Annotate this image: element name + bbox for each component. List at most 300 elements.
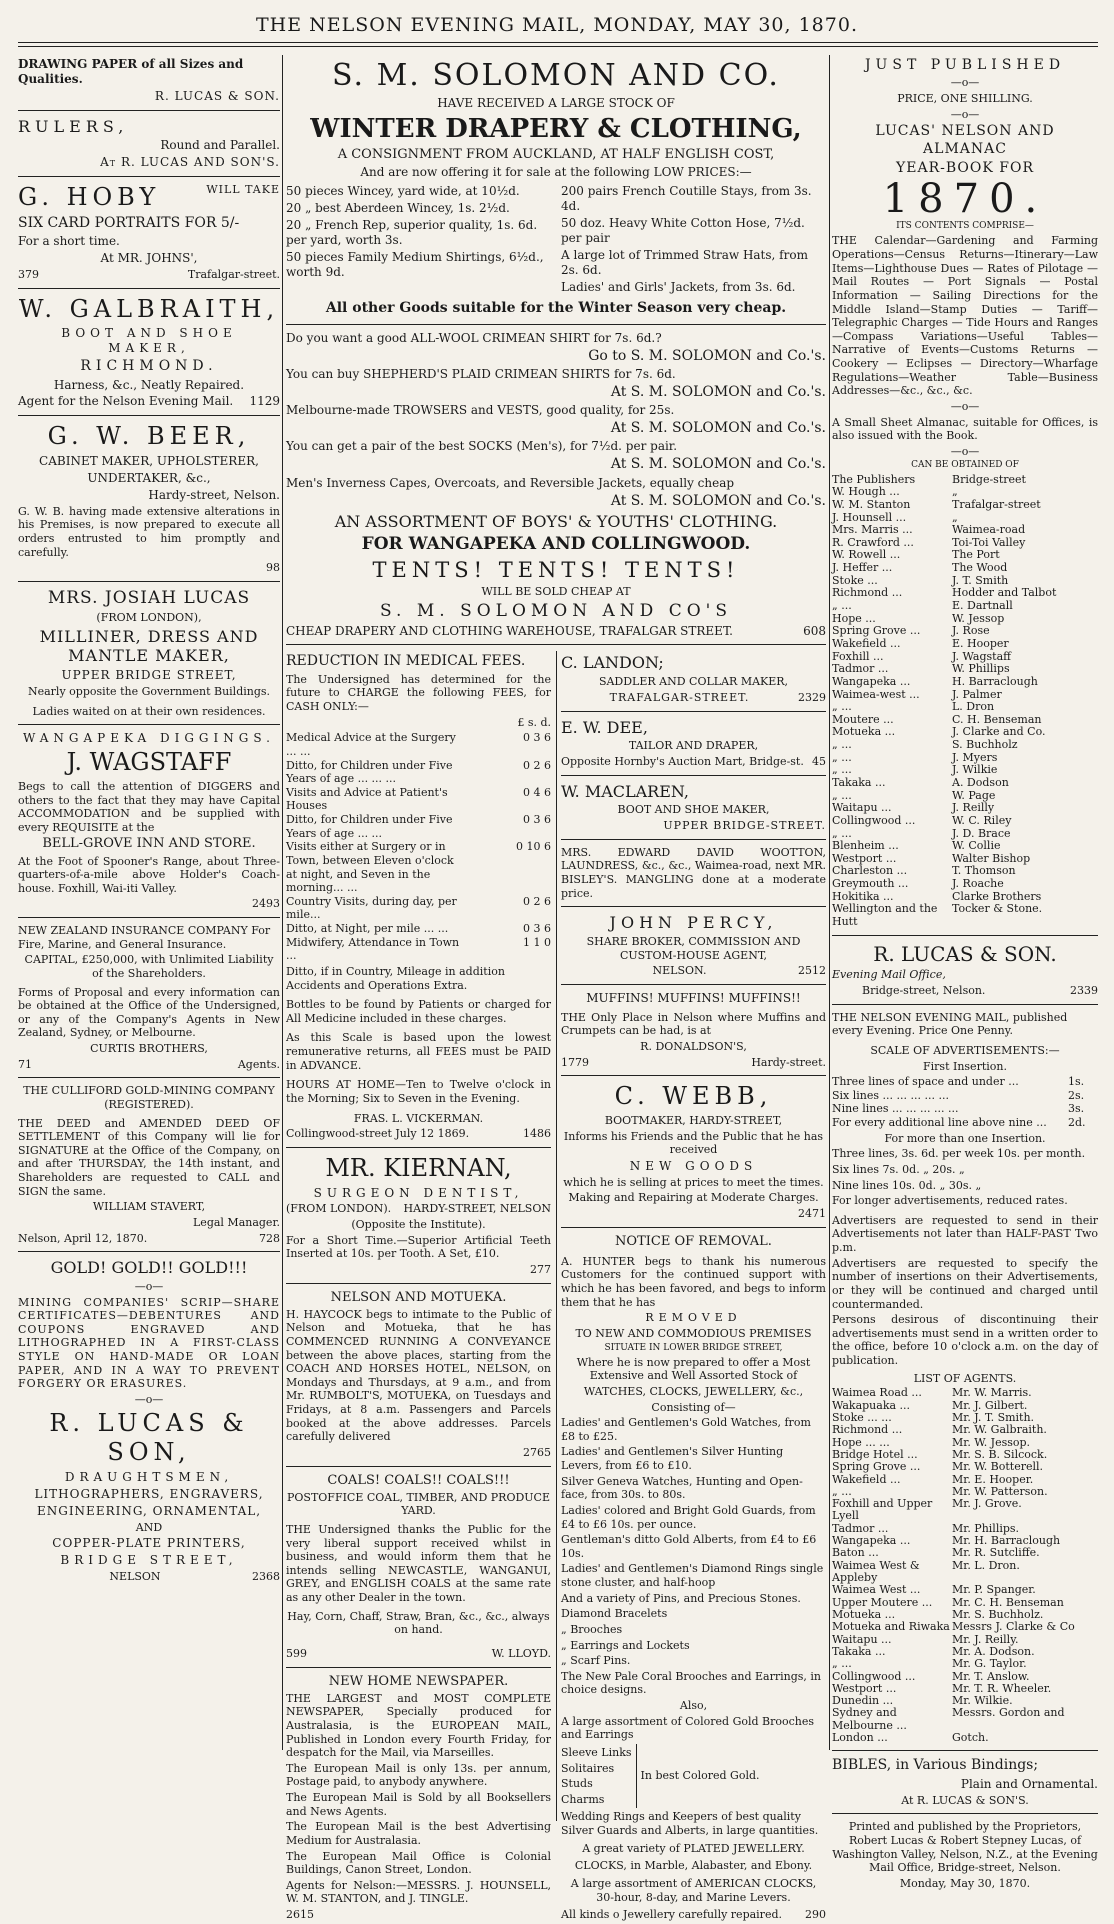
agent-name: Mr. G. Taylor.: [952, 1657, 1027, 1671]
divider: [561, 984, 826, 985]
ad-body: MINING COMPANIES' SCRIP—SHARE CERTIFICATES—DEBENTURES AND COUPONS ENGRAVED AND LITHOGRAPHED IN A FIRST-CLASS STYLE ON HAND-MADE OR LOAN PAPER, AND IN A WAY TO PREVENT FORGERY OR ERASURES.: [18, 1295, 280, 1391]
ad-text: PRICE, ONE SHILLING.: [897, 91, 1033, 105]
ad-title: W. GALBRAITH,: [18, 294, 280, 323]
agent-place: Takaka ...: [832, 1644, 886, 1658]
agent-name: Gotch.: [952, 1731, 989, 1745]
almanac-agents: [832, 474, 1098, 929]
divider: [561, 775, 826, 776]
ad-title: THE NELSON EVENING MAIL, published every Evening. Price One Penny.: [832, 1010, 1068, 1038]
agent-name: J. Wagstaff: [952, 649, 1011, 663]
fee-label: Visits and Advice at Patient's Houses: [286, 785, 448, 813]
agent-place: Motueka and Riwaka: [832, 1620, 950, 1634]
ad-line: At S. M. SOLOMON and Co.'s.: [610, 492, 826, 509]
ad-text: (FROM LONDON),: [96, 610, 202, 624]
ad-text: DRAWING PAPER of all Sizes and Qualities.: [18, 57, 244, 86]
ad-text: WILL TAKE: [206, 183, 280, 197]
agent-place: Hope ...: [832, 611, 876, 625]
masthead: THE NELSON EVENING MAIL, MONDAY, MAY 30, 1870.: [256, 14, 858, 36]
list-item: The New Pale Coral Brooches and Earrings, in choice designs.: [561, 1669, 821, 1697]
maclaren-ad: [561, 782, 826, 833]
agent-place: „ ...: [832, 788, 852, 802]
ad-headline: TENTS! TENTS! TENTS!: [372, 557, 740, 582]
price-item: 200 pairs French Coutille Stays, from 3s. 4d.: [561, 184, 812, 214]
ad-address: Opposite Hornby's Auction Mart, Bridge-st.: [561, 754, 804, 768]
agent-place: Blenheim ...: [832, 839, 899, 853]
rate-line: Six lines 7s. 0d. „ 20s. „: [832, 1162, 965, 1176]
mrs-lucas-ad: [18, 588, 280, 718]
ad-body: At the Foot of Spooner's Range, about Three-quarters-of-a-mile above Holder's Coach-house. Foxhill, Wai-iti Valley.: [18, 854, 280, 895]
divider: [561, 1227, 826, 1228]
agent-place: „ ...: [832, 599, 852, 613]
ad-title: GOLD! GOLD!! GOLD!!!: [50, 1258, 248, 1278]
agent-place: „ ...: [832, 738, 852, 752]
divider: [561, 906, 826, 907]
medical-fees-ad: [286, 653, 551, 1140]
divider: [18, 176, 280, 177]
agent-place: Charleston ...: [832, 864, 908, 878]
ad-text: WILL BE SOLD CHEAP AT: [481, 584, 631, 598]
agent-place: „ ...: [832, 750, 852, 764]
ad-text: Evening Mail Office,: [832, 968, 946, 982]
ad-text: Agent for the Nelson Evening Mail.: [18, 394, 234, 409]
rate-value: 1s.: [1068, 1075, 1085, 1089]
ad-title: REDUCTION IN MEDICAL FEES.: [286, 653, 526, 670]
agent-place: Foxhill ...: [832, 649, 884, 663]
ad-title: BIBLES, in Various Bindings;: [832, 1757, 1039, 1774]
price-item: 50 pieces Family Medium Shirtings, 6½d., worth 9d.: [286, 249, 544, 279]
ad-title: G. W. BEER,: [47, 422, 251, 451]
ad-text: The European Mail Office is Colonial Buildings, Canon Street, London.: [286, 1849, 551, 1877]
divider: [286, 1466, 551, 1467]
ad-number: 71: [18, 1057, 32, 1071]
ad-text: CABINET MAKER, UPHOLSTERER,: [39, 454, 259, 469]
rate-value: 2s.: [1068, 1088, 1085, 1102]
ad-text: Agents for Nelson:—MESSRS. J. HOUNSELL, W. M. STANTON, and J. TINGLE.: [286, 1878, 551, 1906]
ad-line: At S. M. SOLOMON and Co.'s.: [610, 383, 826, 400]
agent-name: Waimea-road: [952, 523, 1026, 537]
agent-name: Messrs. Gordon and: [952, 1706, 1065, 1720]
list-item: „ Earrings and Lockets: [561, 1638, 690, 1652]
ad-title: R. LUCAS & SON.: [873, 941, 1057, 966]
agent-name: „: [952, 510, 958, 524]
column-2-lower: [286, 651, 826, 1922]
divider: [18, 110, 280, 111]
agent-place: Sydney and Melbourne ...: [832, 1706, 907, 1732]
ad-text: POSTOFFICE COAL, TIMBER, AND PRODUCE YARD.: [287, 1490, 550, 1518]
culliford-ad: [18, 1084, 280, 1245]
ad-text: NELSON: [109, 1570, 161, 1584]
ad-line: Go to S. M. SOLOMON and Co.'s.: [588, 347, 826, 364]
drawing-paper-ad: [18, 57, 280, 104]
agent-name: Mr. W. Patterson.: [952, 1484, 1048, 1498]
ad-text: Agents.: [237, 1057, 280, 1071]
ad-headline: NEW GOODS: [629, 1158, 758, 1173]
ad-text: Legal Manager.: [193, 1215, 280, 1229]
ad-number: 277: [530, 1262, 551, 1276]
ad-body: The Undersigned has determined for the future to CHARGE the following FEES, for CASH ONLY:—: [286, 672, 551, 714]
ad-text: BOOT AND SHOE MAKER,: [617, 803, 770, 817]
agent-name: J. D. Brace: [952, 826, 1011, 840]
agent-name: J. Myers: [952, 750, 998, 764]
fee-value: 0 4 6: [523, 785, 551, 799]
ad-body: For a Short Time.—Superior Artificial Teeth Inserted at 10s. per Tooth. A Set, £10.: [286, 1233, 551, 1261]
ad-text: For a short time.: [18, 234, 120, 249]
ad-text: At MR. JOHNS',: [100, 251, 198, 266]
ad-headline: LUCAS' NELSON AND ALMANAC: [875, 123, 1055, 157]
divider: [18, 1077, 280, 1078]
ad-text: (Opposite the Institute).: [351, 1218, 486, 1232]
ad-sign: CURTIS BROTHERS,: [90, 1042, 208, 1056]
newspaper-ad: [286, 1674, 551, 1922]
agent-name: The Port: [952, 548, 1000, 562]
ad-headline: J. WAGSTAFF: [66, 748, 232, 777]
ad-number: 2765: [523, 1445, 551, 1459]
agent-name: Toi-Toi Valley: [952, 535, 1026, 549]
divider: [832, 1004, 1098, 1005]
agent-place: Stoke ... ...: [832, 1410, 892, 1424]
percy-ad: [561, 913, 826, 978]
almanac-ad: [832, 57, 1098, 998]
ad-address: TRAFALGAR-STREET.: [609, 690, 750, 704]
column-2-right: [561, 651, 826, 1921]
agent-place: Motueka ...: [832, 1607, 896, 1621]
fee-label: Country Visits, during day, per mile...: [286, 894, 457, 922]
ad-address: Trafalgar-street.: [187, 268, 280, 282]
list-item: Ladies' and Gentlemen's Diamond Rings single stone cluster, and half-hoop: [561, 1562, 824, 1590]
agent-name: Walter Bishop: [952, 851, 1031, 865]
ad-line: Do you want a good ALL-WOOL CRIMEAN SHIRT for 7s. 6d.?: [286, 330, 662, 345]
agent-place: W. Hough ...: [832, 485, 900, 499]
ad-headline: LIST OF AGENTS.: [913, 1371, 1017, 1385]
ad-sign: R. LUCAS & SON.: [154, 88, 280, 103]
agent-name: J. T. Smith: [952, 573, 1009, 587]
divider: [561, 839, 826, 840]
divider: [18, 288, 280, 289]
agent-name: T. Thomson: [952, 864, 1016, 878]
ad-number: 2471: [798, 1207, 826, 1221]
list-item: Ladies' and Gentlemen's Silver Hunting Levers, from £6 to £10.: [561, 1445, 784, 1473]
fee-header: £ s. d.: [517, 715, 551, 729]
ad-headline: WATCHES, CLOCKS, JEWELLERY, &c.,: [583, 1384, 804, 1398]
agent-name: J. Rose: [952, 624, 990, 638]
agent-place: Collingwood ...: [832, 1669, 916, 1683]
ad-number: 2615: [286, 1908, 314, 1922]
agent-name: W. Jessop: [952, 611, 1005, 625]
rate-line: Three lines, 3s. 6d. per week 10s. per month.: [832, 1147, 1086, 1161]
agent-name: A. Dodson: [952, 776, 1009, 789]
fee-value: 0 10 6: [516, 840, 551, 854]
price-item: 50 doz. Heavy White Cotton Hose, 7½d. per pair: [561, 216, 805, 245]
agent-place: Baton ...: [832, 1546, 879, 1560]
ad-line: You can buy SHEPHERD'S PLAID CRIMEAN SHIRTS for 7s. 6d.: [286, 367, 676, 381]
ad-body: G. W. B. having made extensive alterations in his Premises, is now prepared to execute all orders entrusted to him promptly and carefully.: [18, 504, 280, 559]
agent-place: Waimea-west ...: [832, 687, 920, 701]
fee-value: 1 1 0: [523, 935, 551, 949]
ad-text: Wedding Rings and Keepers of best quality Silver Guards and Alberts, in large quantities.: [561, 1810, 819, 1838]
agent-name: Bridge-street: [952, 472, 1026, 486]
ad-sign: R. DONALDSON'S,: [640, 1040, 747, 1054]
ad-text: SADDLER AND COLLAR MAKER,: [598, 675, 789, 689]
rate-label: For every additional line above nine ...: [832, 1116, 1047, 1130]
ad-text: BOOTMAKER, HARDY-STREET,: [604, 1114, 783, 1128]
agent-name: Mr. W. Galbraith.: [952, 1423, 1047, 1437]
agent-place: Greymouth ...: [832, 877, 909, 891]
agent-name: Mr. W. Jessop.: [952, 1435, 1031, 1449]
agent-place: Motueka ...: [832, 725, 896, 739]
hoby-ad: [18, 183, 280, 281]
ad-line: Men's Inverness Capes, Overcoats, and Reversible Jackets, equally cheap: [286, 475, 735, 490]
ad-title: MR. KIERNAN,: [325, 1153, 512, 1182]
agent-name: Mr. Phillips.: [952, 1521, 1020, 1535]
ad-number: 2493: [252, 897, 280, 911]
ad-headline: YEAR-BOOK FOR: [896, 159, 1034, 176]
list-item: „ Brooches: [561, 1622, 623, 1636]
agent-place: London ...: [832, 1731, 888, 1745]
rulers-ad: [18, 117, 280, 171]
imprint: [832, 1820, 1098, 1890]
agent-name: Mr. J. Grove.: [952, 1497, 1022, 1511]
ad-text: —o—: [950, 444, 980, 458]
lucas-son-ad: [18, 1409, 280, 1584]
agent-name: J. Roache: [952, 877, 1004, 891]
ad-title: S. M. SOLOMON AND CO.: [332, 58, 780, 93]
ad-text: First Insertion.: [923, 1059, 1007, 1073]
dee-ad: [561, 718, 826, 769]
agent-place: Wangapeka ...: [832, 1534, 911, 1548]
list-item: Solitaires: [561, 1761, 615, 1775]
ad-sign: At R. LUCAS AND SON'S.: [100, 155, 280, 170]
wagstaff-ad: [18, 731, 280, 911]
ad-title: E. W. DEE,: [561, 717, 648, 737]
divider: [18, 1251, 280, 1252]
ad-headline: WINTER DRAPERY & CLOTHING,: [310, 114, 802, 145]
ad-title: G. HOBY: [18, 183, 161, 212]
agent-name: Mr. C. H. Benseman: [952, 1595, 1064, 1609]
ad-address: UPPER BRIDGE-STREET.: [663, 819, 826, 833]
agent-place: J. Heffer ...: [832, 561, 893, 575]
mail-rates-ad: [832, 1011, 1098, 1745]
ad-text: As this Scale is based upon the lowest remunerative returns, all FEES must be PAID in ADVANCE.: [286, 1031, 551, 1072]
ad-title: C. WEBB,: [614, 1082, 773, 1111]
ad-body: THE Only Place in Nelson where Muffins and Crumpets can be had, is at: [561, 1010, 826, 1038]
ad-text: Also,: [679, 1699, 708, 1713]
ad-text: UNDERTAKER, &c.,: [87, 470, 211, 485]
ad-text: For longer advertisements, reduced rates.: [832, 1194, 1068, 1208]
kiernan-ad: [286, 1154, 551, 1277]
agent-name: J. Clarke and Co.: [952, 725, 1046, 739]
agent-place: Waimea Road ...: [832, 1386, 922, 1400]
column-rule-1: [282, 55, 283, 1750]
ad-title: R. LUCAS & SON,: [49, 1408, 249, 1467]
divider: [286, 1667, 551, 1668]
agent-place: R. Crawford ...: [832, 535, 914, 549]
agent-place: Moutere ...: [832, 712, 894, 726]
ad-number: 599: [286, 1646, 307, 1660]
agent-place: Upper Moutere ...: [832, 1595, 933, 1609]
ad-text: Ditto, if in Country, Mileage in addition Accidents and Operations Extra.: [286, 964, 505, 992]
galbraith-ad: [18, 295, 280, 410]
rate-label: Nine lines ... ... ... ... ...: [832, 1102, 959, 1116]
ad-text: SHARE BROKER, COMMISSION AND CUSTOM-HOUSE AGENT,: [586, 935, 801, 962]
agent-name: J. Palmer: [952, 687, 1002, 701]
agent-place: Spring Grove ...: [832, 1460, 921, 1474]
ad-headline: BELL-GROVE INN AND STORE.: [42, 836, 256, 852]
ad-text: A great variety of PLATED JEWELLERY.: [582, 1841, 805, 1855]
column-1: [18, 55, 280, 1750]
divider: [286, 1283, 551, 1284]
ad-text: A large assortment of Colored Gold Brooches and Earrings: [561, 1714, 815, 1742]
fee-table: [286, 731, 551, 963]
ad-text: Informs his Friends and the Public that he has received: [563, 1129, 824, 1157]
agent-place: Wangapeka ...: [832, 674, 911, 688]
price-item: 20 „ best Aberdeen Wincey, 1s. 2½d.: [286, 201, 510, 216]
agent-name: Mr. L. Dron.: [952, 1558, 1020, 1572]
fee-value: 0 3 6: [523, 731, 551, 745]
muffins-ad: [561, 991, 826, 1069]
rate-value: 3s.: [1068, 1102, 1085, 1116]
agent-place: Wakefield ...: [832, 1472, 901, 1486]
divider: [832, 935, 1098, 936]
ad-text: —o—: [950, 76, 980, 90]
rate-label: Three lines of space and under ...: [832, 1075, 1019, 1089]
ad-address: NELSON.: [652, 964, 707, 978]
landon-ad: [561, 653, 826, 704]
agent-name: E. Dartnall: [952, 599, 1013, 613]
ad-address: CHEAP DRAPERY AND CLOTHING WAREHOUSE, TRAFALGAR STREET.: [286, 623, 733, 638]
agent-place: Waitapu ...: [832, 1632, 892, 1646]
ad-title: THE CULLIFORD GOLD-MINING COMPANY (REGISTERED).: [23, 1084, 275, 1111]
agent-name: Mr. S. Buchholz.: [952, 1607, 1044, 1621]
fee-label: Visits either at Surgery or in Town, between Eleven o'clock at night, and Seven in the morning... ...: [286, 840, 454, 895]
agent-name: Hodder and Talbot: [952, 586, 1057, 600]
ad-body: H. HAYCOCK begs to intimate to the Public of Nelson and Motueka, that he has COMMENCED RUNNING A CONVEYANCE between the above places, starting from the COACH AND HORSES HOTEL, NELSON, on Mondays and Thursdays, at 9 a.m., and from Mr. RUMBOLT'S, MOTUEKA, on Tuesdays and Fridays, at 8 a.m. Passengers and Parcels booked at the above addresses. Parcels carefully delivered: [286, 1307, 551, 1444]
ad-text: —o—: [134, 1279, 164, 1293]
ad-number: 2339: [1070, 984, 1098, 998]
ad-title: RULERS,: [18, 116, 129, 136]
fee-value: 0 3 6: [523, 813, 551, 827]
ad-text: A Small Sheet Almanac, suitable for Offices, is also issued with the Book.: [832, 415, 1098, 443]
fee-label: Ditto, for Children under Five Years of age ... ... ...: [286, 758, 453, 786]
agent-name: H. Barraclough: [952, 674, 1038, 688]
column-2-left: [286, 651, 551, 1923]
ad-title: W. MACLAREN,: [561, 781, 689, 801]
agent-name: Mr. J. Reilly.: [952, 1632, 1019, 1646]
ad-headline: AN ASSORTMENT OF BOYS' & YOUTHS' CLOTHING.: [334, 511, 778, 531]
agent-place: Collingwood ...: [832, 813, 916, 827]
ad-body: Forms of Proposal and every information can be obtained at the Office of the Undersigned, or any of the Company's Agents in New Zealand, Sydney, or Melbourne.: [18, 985, 280, 1040]
agent-place: „ ...: [832, 763, 852, 777]
agent-place: The Publishers: [832, 472, 916, 486]
ad-text: Where he is now prepared to offer a Most Extensive and Well Assorted Stock of: [576, 1355, 811, 1383]
agent-name: Trafalgar-street: [952, 497, 1041, 511]
list-item: Charms: [561, 1792, 605, 1806]
ad-title: NELSON AND MOTUEKA.: [330, 1289, 507, 1305]
ad-line: At S. M. SOLOMON and Co.'s.: [610, 420, 826, 437]
price-item: Ladies' and Girls' Jackets, from 3s. 6d.: [561, 279, 796, 294]
masthead-rule-2: [18, 46, 1098, 47]
ad-address: HARDY-STREET, NELSON: [403, 1202, 551, 1216]
ad-text: —o—: [950, 399, 980, 413]
ad-title: NEW HOME NEWSPAPER.: [328, 1673, 509, 1689]
gold-ad: [18, 1258, 280, 1406]
fee-label: Medical Advice at the Surgery ... ...: [286, 731, 456, 758]
list-item: „ Scarf Pins.: [561, 1654, 631, 1668]
ad-date: Collingwood-street July 12 1869.: [286, 1127, 470, 1141]
fee-value: 0 3 6: [523, 922, 551, 936]
agent-name: Mr. J. Gilbert.: [952, 1398, 1028, 1412]
ad-text: The European Mail is only 13s. per annum, Postage paid, to anybody anywhere.: [286, 1761, 551, 1789]
ad-title: MRS. JOSIAH LUCAS: [47, 587, 251, 608]
agent-name: Mr. R. Sutcliffe.: [952, 1546, 1040, 1560]
haycock-ad: [286, 1290, 551, 1460]
rate-table: [832, 1075, 1098, 1130]
divider: [832, 1813, 1098, 1814]
ad-headline: SCALE OF ADVERTISEMENTS:—: [870, 1043, 1060, 1057]
ad-number: 45: [812, 754, 826, 768]
agent-name: W. C. Riley: [952, 813, 1012, 827]
agent-name: Mr. W. Botterell.: [952, 1460, 1044, 1474]
agent-name: E. Hooper: [952, 636, 1009, 650]
fee-label: Ditto, for Children under Five Years of age ... ...: [286, 813, 453, 840]
ad-body: A. HUNTER begs to thank his numerous Customers for the continued support with which he has been favored, and begs to inform them that he has: [561, 1254, 826, 1309]
ad-headline: REMOVED: [645, 1311, 742, 1325]
rate-value: 2d.: [1068, 1116, 1086, 1130]
agent-place: Westport ...: [832, 1681, 897, 1695]
list-item: Studs: [561, 1777, 593, 1791]
agent-name: Mr. T. R. Wheeler.: [952, 1681, 1052, 1695]
bibles-ad: [832, 1757, 1098, 1807]
agent-place: Tadmor ...: [832, 662, 889, 676]
agent-place: Hope ... ...: [832, 1435, 890, 1449]
divider: [561, 711, 826, 712]
ad-text: RICHMOND.: [80, 358, 218, 375]
divider: [286, 644, 826, 645]
imprint-text: Printed and published by the Proprietors, Robert Lucas & Robert Stepney Lucas, of Washington Valley, Nelson, N.Z., at the Evening Mail Office, Bridge-street, Nelson.: [832, 1820, 1098, 1875]
agent-place: Waimea West & Appleby: [832, 1558, 920, 1585]
ad-title: COALS! COALS!! COALS!!!: [327, 1472, 510, 1488]
agent-place: Bridge Hotel ...: [832, 1447, 918, 1461]
agent-place: Tadmor ...: [832, 1521, 889, 1535]
ad-number: 2512: [798, 964, 826, 978]
list-item: Gentleman's ditto Gold Alberts, from £4 to £6 10s.: [561, 1533, 817, 1560]
ad-text: TO NEW AND COMMODIOUS PREMISES: [575, 1326, 812, 1340]
ad-line: You can get a pair of the best SOCKS (Men's), for 7½d. per pair.: [286, 439, 678, 454]
agent-name: W. Phillips: [952, 662, 1010, 676]
ad-text: SURGEON DENTIST,: [313, 1185, 524, 1200]
ad-text: Advertisers are requested to send in their Advertisements not later than HALF-PAST Two p.m.: [832, 1213, 1098, 1255]
ad-text: A large assortment of AMERICAN CLOCKS, 30-hour, 8-day, and Marine Levers.: [570, 1876, 817, 1904]
agent-name: Mr. W. Marris.: [952, 1386, 1032, 1400]
ad-headline: All other Goods suitable for the Winter Season very cheap.: [325, 300, 787, 317]
ad-body: THE Calendar—Gardening and Farming Operations—Census Returns—Itinerary—Law Items—Lighthouse Dues — Rates of Pilotage — Mail Routes — Port Signals — Postal Information — Sailing Directions for the Middle Island—Stamp Duties — Tariff—Telegraphic Charges — Tide Hours and Ranges—Compass Variations—Useful Tables—Narrative of Events—Customs Returns — Cookery — Eclipses — Directory—Wharfage Regulations—Weather Table—Business Addresses—&c., &c., &c.: [832, 234, 1098, 398]
fee-label: Midwifery, Attendance in Town ...: [286, 935, 460, 963]
ad-text: CLOCKS, in Marble, Alabaster, and Ebony.: [574, 1859, 813, 1873]
agent-place: Wakefield ...: [832, 636, 901, 650]
ad-text: Making and Repairing at Moderate Charges.: [568, 1191, 819, 1205]
agent-name: Mr. J. T. Smith.: [952, 1410, 1035, 1424]
list-item: Ladies' colored and Bright Gold Guards, from £4 to £6 10s. per ounce.: [561, 1503, 816, 1531]
price-item: A large lot of Trimmed Straw Hats, from 2s. 6d.: [561, 247, 808, 277]
ad-sign: FRAS. L. VICKERMAN.: [353, 1111, 484, 1125]
ad-body: THE DEED and AMENDED DEED OF SETTLEMENT of this Company will lie for SIGNATURE at the Office of the Company, on and after THURSDAY, the 14th instant, and Shareholders are requested to CALL and SIGN the same.: [18, 1116, 280, 1198]
agent-place: „ ...: [832, 1657, 852, 1671]
agent-place: Wellington and the Hutt: [832, 902, 938, 929]
ad-sign: At R. LUCAS & SON'S.: [901, 1793, 1029, 1807]
ad-text: Ladies waited on at their own residences.: [32, 704, 266, 718]
ad-text: CAN BE OBTAINED OF: [911, 460, 1019, 471]
list-item: Ladies' and Gentlemen's Gold Watches, from £8 to £25.: [561, 1416, 811, 1443]
agent-place: Dunedin ...: [832, 1694, 894, 1708]
